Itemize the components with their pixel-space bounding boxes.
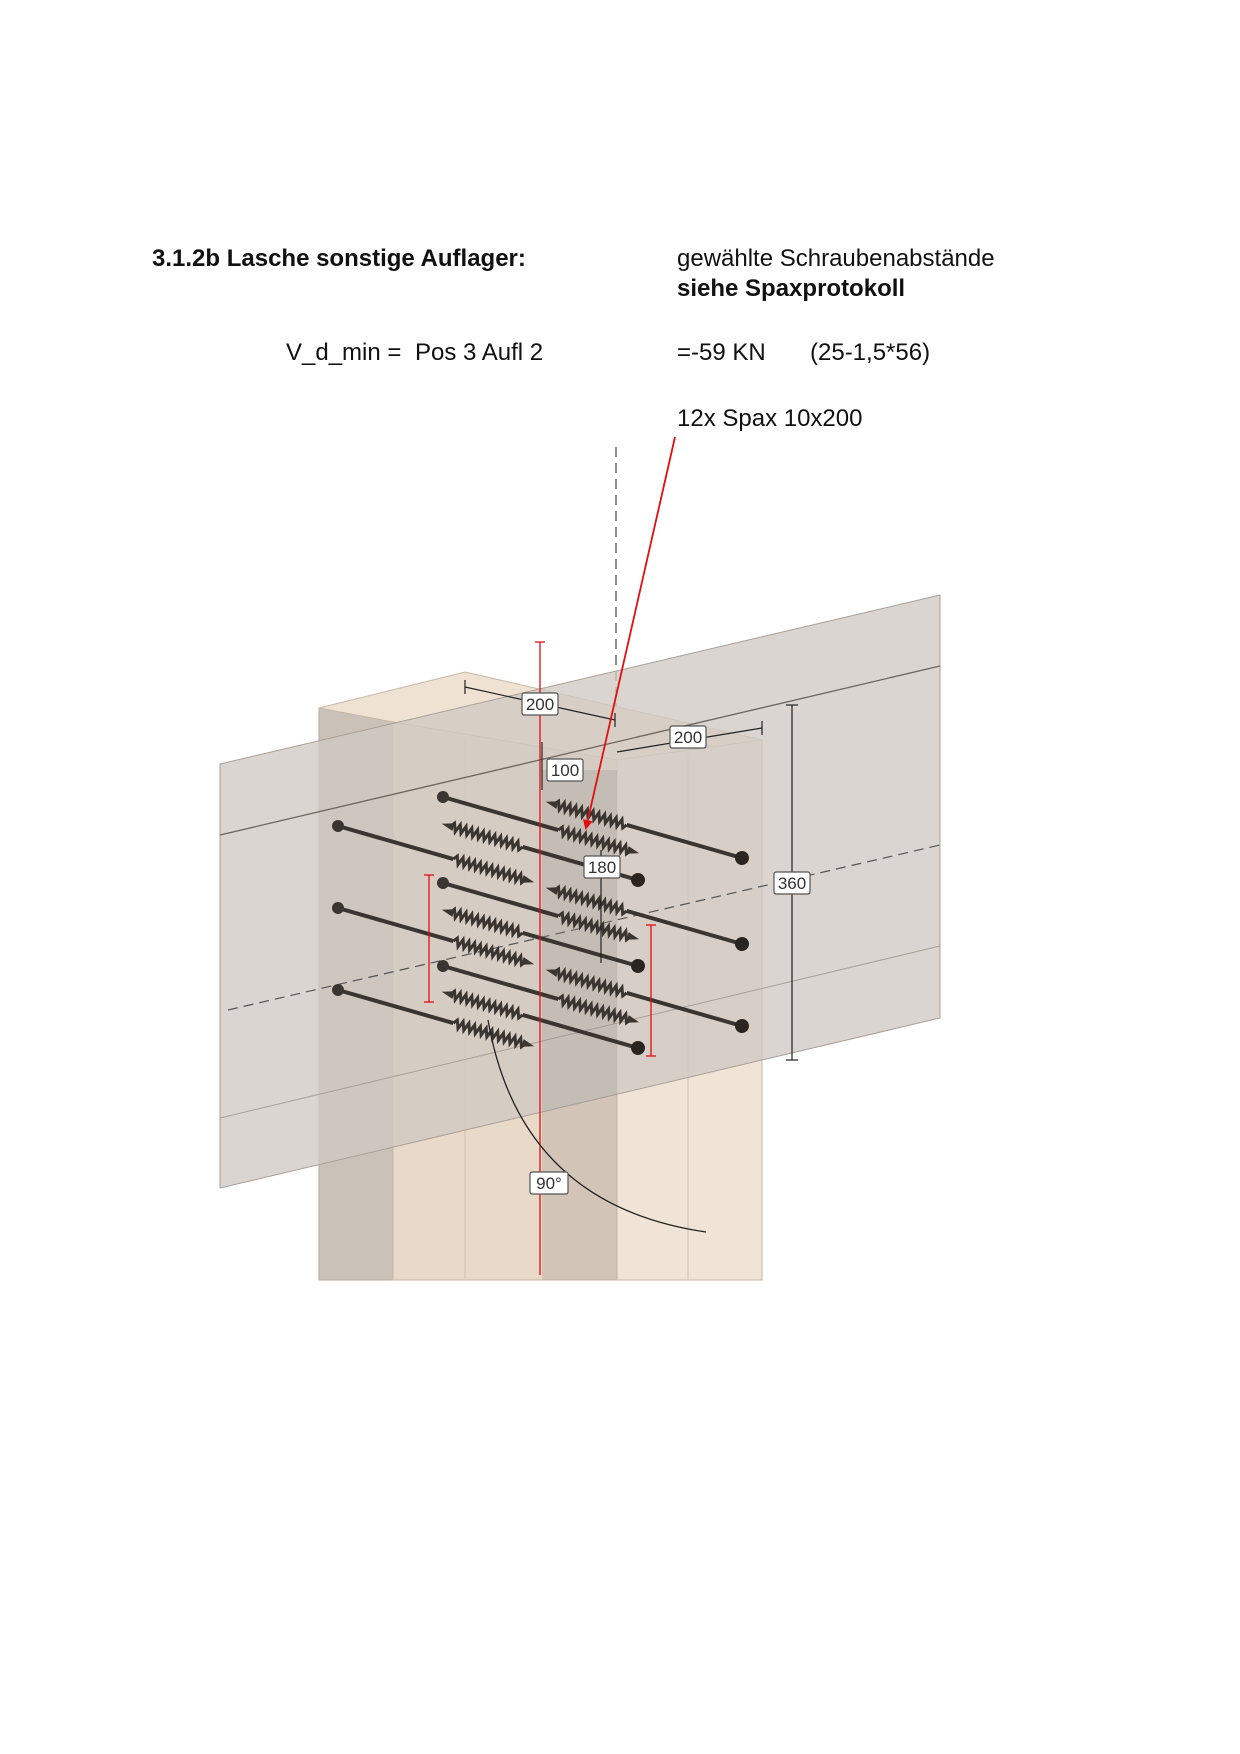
dim-label-360 [774,872,810,894]
dim-label-100 [547,759,583,781]
svg-text:360: 360 [777,874,807,893]
svg-text:200: 200 [525,695,555,714]
svg-text:90°: 90° [536,1174,562,1193]
section-title: 3.1.2b Lasche sonstige Auflager: [152,245,526,272]
load-formula: (25-1,5*56) [810,339,931,366]
screw-spacing-reference: siehe Spaxprotokoll [677,275,906,302]
svg-text:200: 200 [673,728,703,747]
dim-label-200-right [670,726,706,748]
fastener-description: 12x Spax 10x200 [677,405,863,432]
svg-text:180: 180 [587,858,617,877]
load-value: =-59 KN [677,339,766,366]
svg-text:100: 100 [550,761,580,780]
dim-label-180 [584,856,620,878]
dim-label-200-top [522,693,558,715]
load-label: V_d_min = [286,339,402,366]
load-position: Pos 3 Aufl 2 [415,339,544,366]
angle-label-90 [530,1172,568,1194]
screw-spacing-label: gewählte Schraubenabstände [677,245,995,272]
